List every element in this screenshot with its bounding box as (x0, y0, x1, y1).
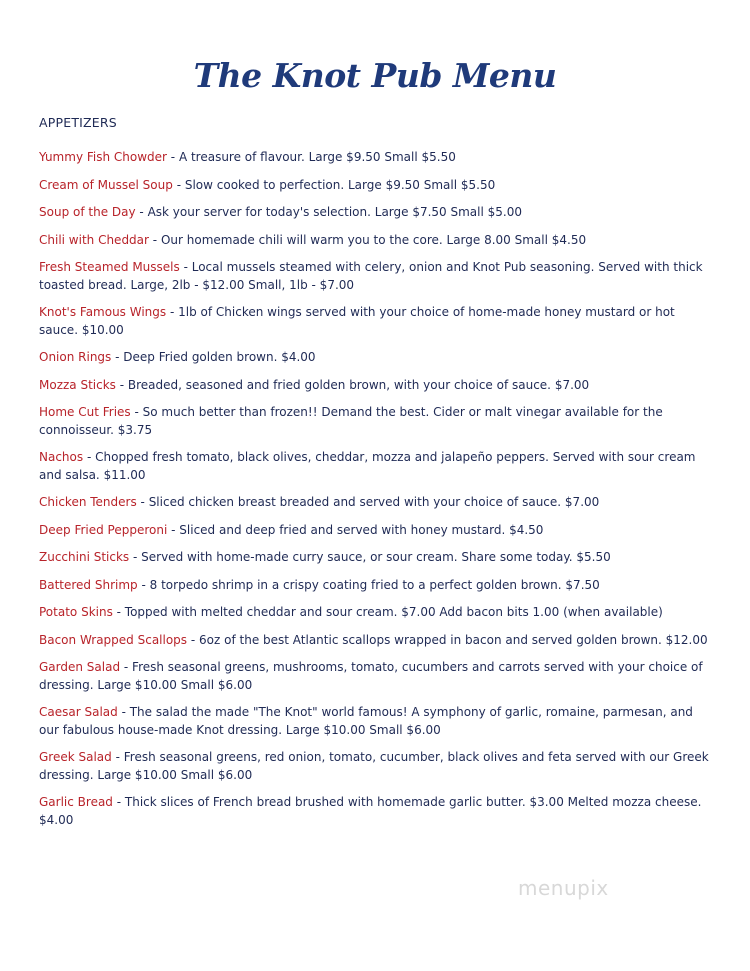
menu-item-name: Soup of the Day (39, 205, 136, 219)
page-title: The Knot Pub Menu (193, 56, 557, 96)
menu-item-name: Battered Shrimp (39, 577, 138, 592)
menu-item-name: Caesar Salad (39, 705, 118, 719)
section-heading-appetizers: APPETIZERS (39, 115, 117, 130)
menu-item (39, 377, 715, 395)
menu-item-name: Deep Fried Pepperoni (39, 522, 168, 537)
menu-item-name: Chicken Tenders (39, 495, 137, 509)
menupix-watermark: menupix (518, 876, 609, 900)
menu-item (39, 259, 715, 294)
menu-item-name: Nachos (39, 450, 84, 464)
menu-item-name: Greek Salad (39, 750, 112, 764)
menu-item (39, 494, 715, 512)
menu-item-description: - Sliced chicken breast breaded and served with your choice of sauce. $7.00 (140, 495, 600, 509)
menu-item-description: - Served with home-made curry sauce, or sour cream. Share some today. $5.50 (133, 550, 611, 564)
menu-item-description: - A treasure of flavour. Large $9.50 Small $5.50 (170, 150, 456, 164)
menu-item-name: Knot's Famous Wings (39, 305, 167, 319)
menu-item (39, 749, 715, 784)
menu-item-description: - Thick slices of French bread brushed with homemade garlic butter. $3.00 Melted mozza cheese. $4.00 (39, 795, 702, 827)
menu-item-description: - Ask your server for today's selection. Large $7.50 Small $5.00 (139, 205, 522, 219)
menu-item (39, 794, 715, 829)
menu-item (39, 404, 715, 439)
menu-item-name: Bacon Wrapped Scallops (39, 632, 188, 647)
menu-item (39, 632, 715, 650)
menu-list (39, 149, 715, 839)
menu-item-name: Chili with Cheddar (39, 232, 149, 247)
menu-item-description: - Fresh seasonal greens, red onion, tomato, cucumber, black olives and feta served with our Greek dressing. Large $10.00 Small $6.00 (39, 750, 709, 782)
menu-item-description: - Chopped fresh tomato, black olives, cheddar, mozza and jalapeño peppers. Served with sour cream and salsa. $11.00 (39, 450, 696, 482)
menu-item (39, 177, 715, 195)
menu-item (39, 449, 715, 484)
menu-item-description: - Breaded, seasoned and fried golden brown, with your choice of sauce. $7.00 (119, 377, 590, 392)
menu-item-name: Onion Rings (39, 350, 112, 364)
menu-item-description: - 1lb of Chicken wings served with your choice of home-made honey mustard or hot sauce. $10.00 (39, 305, 675, 337)
menu-item (39, 549, 715, 567)
menu-item (39, 704, 715, 739)
menu-item-name: Cream of Mussel Soup (39, 177, 173, 192)
menu-item-name: Garlic Bread (39, 795, 113, 809)
menu-item (39, 232, 715, 250)
menu-item-description: - The salad the made "The Knot" world famous! A symphony of garlic, romaine, parmesan, and our fabulous house-made Knot dressing. Large $10.00 Small $6.00 (39, 705, 693, 737)
menu-item (39, 522, 715, 540)
menu-item-description: - Topped with melted cheddar and sour cream. $7.00 Add bacon bits 1.00 (when available) (116, 605, 663, 619)
menu-item-description: - Fresh seasonal greens, mushrooms, tomato, cucumbers and carrots served with your choice of dressing. Large $10.00 Small $6.00 (39, 660, 703, 692)
menu-item (39, 577, 715, 595)
menu-item (39, 349, 715, 367)
menu-item (39, 659, 715, 694)
menu-item (39, 149, 715, 167)
menu-item-name: Fresh Steamed Mussels (39, 260, 180, 274)
menu-item (39, 204, 715, 222)
menu-item-name: Potato Skins (39, 605, 113, 619)
menu-item-description: - 6oz of the best Atlantic scallops wrapped in bacon and served golden brown. $12.00 (190, 632, 708, 647)
menu-item-name: Zucchini Sticks (39, 550, 130, 564)
menu-item-name: Home Cut Fries (39, 405, 131, 419)
menu-item-name: Yummy Fish Chowder (39, 150, 167, 164)
menu-item (39, 604, 715, 622)
menu-item-description: - Our homemade chili will warm you to the core. Large 8.00 Small $4.50 (152, 232, 587, 247)
menu-item-description: - 8 torpedo shrimp in a crispy coating fried to a perfect golden brown. $7.50 (141, 577, 600, 592)
menu-item-description: - Deep Fried golden brown. $4.00 (115, 350, 316, 364)
menu-item-description: - Slow cooked to perfection. Large $9.50 Small $5.50 (176, 177, 496, 192)
menu-item-description: - So much better than frozen!! Demand the best. Cider or malt vinegar available for the connoisseur. $3.75 (39, 405, 663, 437)
menu-item-description: - Sliced and deep fried and served with honey mustard. $4.50 (171, 522, 544, 537)
menu-item-name: Mozza Sticks (39, 377, 116, 392)
menu-item (39, 304, 715, 339)
menu-item-description: - Local mussels steamed with celery, onion and Knot Pub seasoning. Served with thick toasted bread. Large, 2lb - $12.00 Small, 1lb - $7.00 (39, 260, 703, 292)
menu-item-name: Garden Salad (39, 660, 121, 674)
